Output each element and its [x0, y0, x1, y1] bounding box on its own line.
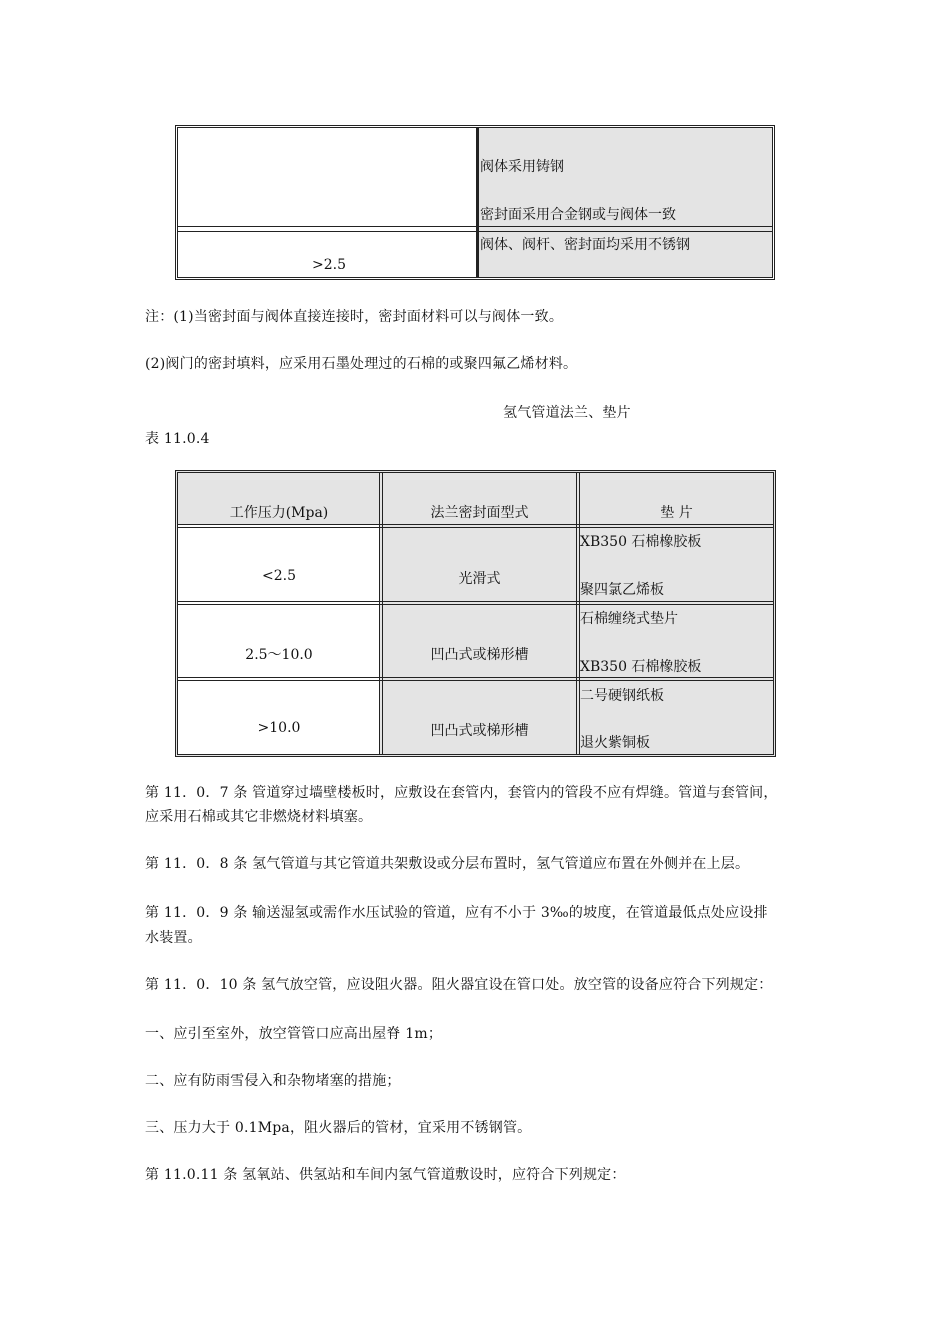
table-cell: 二号硬钢纸板	[580, 688, 664, 704]
table-divider-vertical	[476, 128, 479, 277]
table-cell: 凹凸式或梯形槽	[430, 647, 529, 663]
list-item-3: 三、压力大于 0.1Mpa，阻火器后的管材，宜采用不锈钢管。	[145, 1120, 532, 1136]
table-shaded-column	[479, 128, 772, 277]
table-divider-horizontal	[178, 677, 773, 681]
clause-11-0-8: 第 11．0．8 条 氢气管道与其它管道共架敷设或分层布置时，氢气管道应布置在外侧并在上层。	[145, 856, 750, 872]
table-divider-horizontal	[178, 601, 773, 605]
clause-11-0-7-line1: 第 11．0．7 条 管道穿过墙壁楼板时，应敷设在套管内，套管内的管段不应有焊缝。管道与套管间，	[145, 785, 778, 801]
table-cell: 阀体、阀杆、密封面均采用不锈钢	[480, 237, 690, 253]
table-number: 表 11.0.4	[145, 431, 210, 447]
clause-11-0-11: 第 11.0.11 条 氢氧站、供氢站和车间内氢气管道敷设时，应符合下列规定：	[145, 1167, 626, 1183]
list-item-2: 二、应有防雨雪侵入和杂物堵塞的措施；	[145, 1073, 401, 1089]
clause-11-0-10: 第 11．0．10 条 氢气放空管，应设阻火器。阻火器宜设在管口处。放空管的设备应符合下列规定：	[145, 977, 773, 993]
valve-material-table	[175, 125, 775, 280]
header-flange-type: 法兰密封面型式	[430, 505, 529, 521]
table-cell: 2.5～10.0	[245, 647, 313, 663]
table-cell: 石棉缠绕式垫片	[580, 611, 678, 627]
list-item-1: 一、应引至室外，放空管管口应高出屋脊 1m；	[145, 1026, 443, 1042]
table-cell: 阀体采用铸钢	[480, 159, 564, 175]
clause-11-0-9-line1: 第 11．0．9 条 输送湿氢或需作水压试验的管道，应有不小于 3‰的坡度，在管道最低点处应设排	[145, 905, 768, 921]
table-cell: 密封面采用合金钢或与阀体一致	[480, 207, 676, 223]
note-2: (2)阀门的密封填料，应采用石墨处理过的石棉的或聚四氟乙烯材料。	[145, 356, 578, 372]
note-1: 注：(1)当密封面与阀体直接连接时，密封面材料可以与阀体一致。	[145, 309, 564, 325]
table-cell: <2.5	[262, 568, 296, 584]
header-pressure: 工作压力(Mpa)	[229, 505, 329, 521]
table-cell: 凹凸式或梯形槽	[430, 723, 529, 739]
table-cell: XB350 石棉橡胶板	[580, 534, 702, 550]
flange-gasket-table	[175, 470, 776, 757]
table-cell: 光滑式	[458, 571, 501, 587]
table-cell: 退火紫铜板	[580, 735, 650, 751]
table-cell: XB350 石棉橡胶板	[580, 659, 702, 675]
header-gasket: 垫 片	[660, 505, 693, 521]
clause-11-0-7-line2: 应采用石棉或其它非燃烧材料填塞。	[145, 809, 373, 825]
clause-11-0-9-line2: 水装置。	[145, 930, 202, 946]
table-divider-horizontal	[178, 226, 772, 232]
table-cell: 聚四氯乙烯板	[580, 582, 664, 598]
table-title: 氢气管道法兰、垫片	[503, 405, 631, 421]
table-divider-horizontal	[178, 524, 773, 528]
table-cell: >2.5	[312, 257, 346, 273]
table-cell: >10.0	[257, 720, 301, 736]
